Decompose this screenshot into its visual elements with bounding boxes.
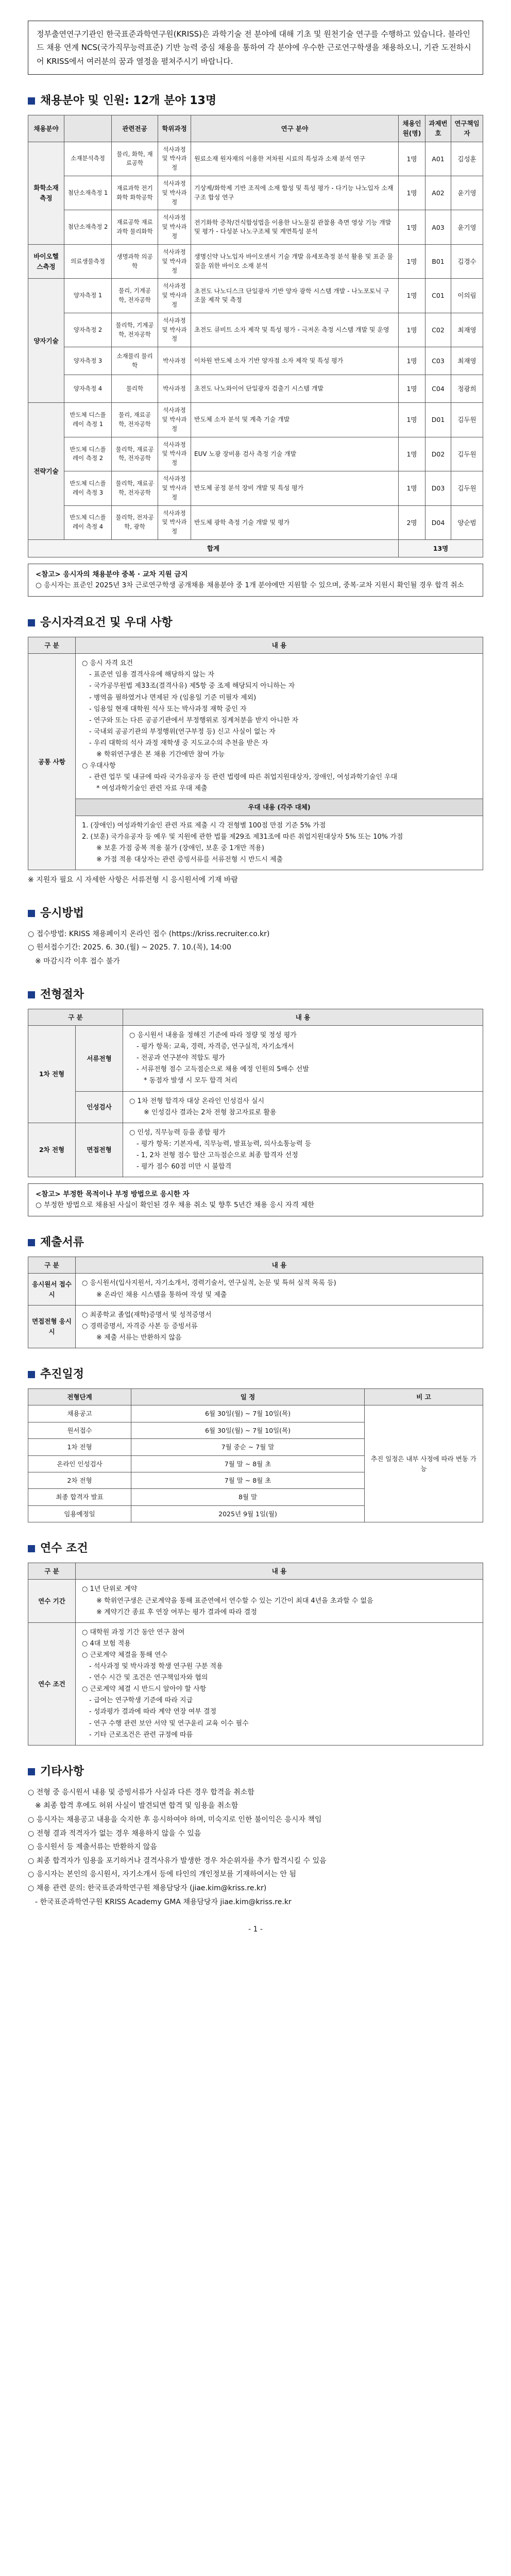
recruit-degree: 석사과정 및 박사과정 — [158, 142, 191, 176]
etc-line: ○ 응시자는 채용공고 내용을 숙지한 후 응시하여야 하며, 미숙지로 인한 불이익은 응시자 책임 — [28, 1815, 322, 1824]
conditions-line: - 성과평가 결과에 따라 계약 연장 여부 결정 — [89, 1708, 217, 1716]
etc-line: ○ 응시자는 본인의 응시원서, 자기소개서 등에 타인의 개인정보를 기재하여서는 안 됨 — [28, 1870, 296, 1879]
recruit-pi: 김경수 — [451, 244, 483, 278]
schedule-row — [28, 1405, 483, 1422]
schedule-date: 2025년 9월 1일(월) — [131, 1505, 365, 1522]
recruit-duty: 초전도 나노와이어 단일광자 검출기 시스템 개발 — [191, 375, 399, 403]
eligibility-header-content: 내 용 — [76, 637, 483, 653]
recruit-degree: 석사과정 및 박사과정 — [158, 471, 191, 505]
eligibility-line: - 표준연 임용 결격사유에 해당하지 않는 자 — [89, 671, 214, 679]
schedule-stage: 2차 전형 — [28, 1472, 131, 1488]
recruit-degree: 석사과정 및 박사과정 — [158, 176, 191, 210]
documents-content — [76, 1305, 483, 1348]
eligibility-line: ○ 우대사항 — [82, 762, 116, 770]
process-line: - 전공과 연구분야 적합도 평가 — [137, 1054, 225, 1062]
recruit-degree: 석사과정 및 박사과정 — [158, 403, 191, 437]
recruit-duty: 반도체 소자 분석 및 계측 기술 개발 — [191, 403, 399, 437]
intro-box — [28, 21, 483, 75]
eligibility-line: - 연구와 또는 다른 공공기관에서 부정행위로 징계처분을 받지 아니한 자 — [89, 716, 299, 724]
recruit-duty: EUV 노광 장비용 검사 측정 기술 개발 — [191, 437, 399, 471]
documents-row — [28, 1305, 483, 1348]
section-documents-heading: 제출서류 — [40, 1235, 84, 1249]
recruit-row — [28, 176, 483, 210]
eligibility-line: - 국내외 공공기관의 부정행위(연구부정 등) 신고 사실이 없는 자 — [89, 727, 276, 736]
documents-line: ○ 최종학교 졸업(재학)증명서 및 성적증명서 — [82, 1311, 212, 1319]
recruit-field: 첨단소재측정 2 — [64, 210, 112, 244]
recruit-field: 의료생물측정 — [64, 244, 112, 278]
schedule-date: 8월 말 — [131, 1489, 365, 1505]
conditions-row — [28, 1622, 483, 1745]
header-degree: 학위과정 — [158, 115, 191, 142]
recruit-note-body: ○ 응시자는 표준인 2025년 3차 근로연구학생 공개채용 채용분야 중 1개 분야에만 지원할 수 있으며, 중복·교차 지원시 확인될 경우 합격 취소 — [36, 581, 464, 589]
recruit-duty: 기상제/화학제 기반 조직에 소재 합성 및 특성 평가 - 다기능 나노입자 소재 구조 합성 연구 — [191, 176, 399, 210]
etc-line: - 한국표준과학연구원 KRISS Academy GMA 채용담당자 jiae.kim@kriss.re.kr — [35, 1897, 292, 1906]
header-code: 과제번호 — [425, 115, 451, 142]
conditions-line: ○ 근로계약 체결을 통해 연수 — [82, 1651, 168, 1659]
square-bullet-icon — [28, 1239, 35, 1246]
process-table-body — [28, 1026, 483, 1177]
conditions-line: ○ 대학원 과정 기간 동안 연구 참여 — [82, 1628, 185, 1636]
preference-line: ※ 가점 적용 대상자는 관련 증빙서류를 서류전형 시 반드시 제출 — [96, 856, 283, 864]
documents-stage: 면접전형 응시 시 — [28, 1305, 76, 1348]
schedule-date: 7월 중순 ~ 7월 말 — [131, 1439, 365, 1455]
recruit-group: 바이오헬스측정 — [28, 244, 64, 278]
recruit-degree: 석사과정 및 박사과정 — [158, 313, 191, 347]
recruit-code: C04 — [425, 375, 451, 403]
preference-line: ※ 보훈 가점 중복 적용 불가 (장애인, 보훈 중 1개만 적용) — [96, 844, 264, 852]
schedule-date: 7월 말 ~ 8월 초 — [131, 1472, 365, 1488]
section-process-title — [28, 986, 483, 1004]
recruit-degree: 박사과정 — [158, 347, 191, 375]
conditions-header-content: 내 용 — [76, 1563, 483, 1580]
schedule-stage: 1차 전형 — [28, 1439, 131, 1455]
section-eligibility-heading: 응시자격요건 및 우대 사항 — [40, 616, 173, 629]
documents-line: ※ 제출 서류는 반환하지 않음 — [96, 1333, 182, 1342]
recruit-pi: 양순범 — [451, 505, 483, 539]
recruit-row — [28, 471, 483, 505]
recruit-major: 물리학, 전자공학, 광학 — [112, 505, 158, 539]
process-substage: 면접전형 — [76, 1123, 123, 1177]
conditions-content — [76, 1580, 483, 1622]
recruit-field: 양자측정 1 — [64, 279, 112, 313]
recruit-field: 반도체 디스플레이 측정 1 — [64, 403, 112, 437]
recruit-major: 물리학 — [112, 375, 158, 403]
schedule-table — [28, 1388, 483, 1522]
eligibility-common-content — [76, 654, 483, 799]
conditions-label: 연수 조건 — [28, 1622, 76, 1745]
process-note-title: <참고> 부정한 목적이나 부정 방법으로 응시한 자 — [36, 1190, 190, 1199]
recruit-major: 재료과학 전기화학 화학공학 — [112, 176, 158, 210]
recruit-row — [28, 437, 483, 471]
conditions-content — [76, 1622, 483, 1745]
process-row — [28, 1091, 483, 1123]
schedule-stage: 최종 합격자 발표 — [28, 1489, 131, 1505]
recruit-pi: 윤기영 — [451, 210, 483, 244]
recruit-major: 물리, 재료공학, 전자공학 — [112, 403, 158, 437]
recruit-count: 1명 — [399, 142, 425, 176]
recruit-field: 소재분석측정 — [64, 142, 112, 176]
schedule-header-date: 일 정 — [131, 1389, 365, 1405]
recruit-pi: 김두원 — [451, 471, 483, 505]
recruit-row — [28, 142, 483, 176]
process-line: ○ 인성, 직무능력 등을 종합 평가 — [129, 1128, 226, 1137]
etc-line: ○ 전형 중 응시원서 내용 및 증빙서류가 사실과 다른 경우 합격을 취소함 — [28, 1788, 254, 1797]
recruit-group: 화학소재측정 — [28, 142, 64, 244]
schedule-date: 6월 30일(월) ~ 7월 10일(목) — [131, 1422, 365, 1438]
recruit-row — [28, 313, 483, 347]
recruit-row — [28, 244, 483, 278]
recruit-field: 첨단소재측정 1 — [64, 176, 112, 210]
process-stage: 1차 전형 — [28, 1026, 76, 1123]
preference-line: 1. (장애인) 여성과학기술인 관련 자료 제출 시 각 전형별 100점 만점 기준 5% 가점 — [82, 821, 326, 829]
section-apply-title — [28, 905, 483, 922]
recruit-duty: 원료소재 원자재의 이용한 저차원 시료의 특성과 소재 분석 연구 — [191, 142, 399, 176]
process-row — [28, 1026, 483, 1091]
recruit-count: 1명 — [399, 375, 425, 403]
recruit-major: 소재물리 물리학 — [112, 347, 158, 375]
conditions-line: - 연구 수행 관련 보안 서약 및 연구윤리 교육 이수 필수 — [89, 1719, 249, 1727]
recruit-major: 물리학, 재료공학, 전자공학 — [112, 471, 158, 505]
recruit-count: 1명 — [399, 210, 425, 244]
recruit-duty: 초전도 큐비트 소자 제작 및 특성 평가 - 극저온 측정 시스템 개발 및 운영 — [191, 313, 399, 347]
eligibility-line: - 관련 업무 및 내규에 따라 국가유공자 등 관련 법령에 따른 취업지원대상자, 장애인, 여성과학기술인 우대 — [89, 773, 398, 782]
conditions-line: ○ 4대 보험 적용 — [82, 1639, 131, 1648]
recruit-code: C03 — [425, 347, 451, 375]
process-content — [123, 1091, 483, 1123]
section-recruit-heading: 채용분야 및 인원: 12개 분야 13명 — [40, 94, 217, 107]
eligibility-line: ※ 학위연구생은 본 채용 기간에만 참여 가능 — [96, 751, 225, 759]
header-major: 관련전공 — [112, 115, 158, 142]
schedule-table-body — [28, 1405, 483, 1522]
square-bullet-icon — [28, 1768, 35, 1775]
recruit-count: 2명 — [399, 505, 425, 539]
recruit-field: 양자측정 2 — [64, 313, 112, 347]
recruit-row — [28, 505, 483, 539]
conditions-row — [28, 1580, 483, 1622]
process-line: ※ 인성검사 결과는 2차 전형 참고자료로 활용 — [144, 1108, 277, 1116]
recruit-field: 양자측정 4 — [64, 375, 112, 403]
process-header-content: 내 용 — [123, 1009, 483, 1025]
etc-line: ※ 최종 합격 후에도 허위 사실이 발견되면 합격 및 임용을 취소함 — [35, 1802, 239, 1810]
recruit-code: D01 — [425, 403, 451, 437]
documents-header-category: 구 분 — [28, 1257, 76, 1274]
header-group: 채용분야 — [28, 115, 64, 142]
recruit-group: 양자기술 — [28, 279, 64, 403]
recruit-row — [28, 403, 483, 437]
recruit-field: 양자측정 3 — [64, 347, 112, 375]
process-line: - 평가 항목: 기본자세, 직무능력, 발표능력, 의사소통능력 등 — [137, 1140, 312, 1148]
eligibility-line: - 임용일 현재 대학원 석사 또는 박사과정 재학 중인 자 — [89, 705, 247, 713]
process-line: - 1, 2차 전형 점수 합산 고득점순으로 최종 합격자 선정 — [137, 1151, 298, 1159]
recruit-duty: 이차원 반도체 소자 기반 양자점 소자 제작 및 특성 평가 — [191, 347, 399, 375]
section-conditions-title — [28, 1540, 483, 1557]
section-documents-title — [28, 1234, 483, 1251]
recruit-count: 1명 — [399, 403, 425, 437]
recruit-code: A01 — [425, 142, 451, 176]
header-duty: 연구 분야 — [191, 115, 399, 142]
recruit-major: 물리학, 기계공학, 전자공학 — [112, 313, 158, 347]
section-conditions-heading: 연수 조건 — [40, 1542, 88, 1555]
process-note-box — [28, 1183, 483, 1216]
recruit-pi: 김두원 — [451, 403, 483, 437]
schedule-header-remark: 비 고 — [365, 1389, 483, 1405]
conditions-line: ○ 근로계약 체결 시 반드시 알아야 할 사항 — [82, 1685, 207, 1693]
section-recruit-title — [28, 92, 483, 110]
etc-line: ○ 전형 결과 적격자가 없는 경우 채용하지 않을 수 있음 — [28, 1829, 201, 1838]
square-bullet-icon — [28, 910, 35, 917]
conditions-line: - 기타 근로조건은 관련 규정에 따름 — [89, 1731, 193, 1739]
conditions-label: 연수 기간 — [28, 1580, 76, 1622]
recruit-count: 1명 — [399, 347, 425, 375]
square-bullet-icon — [28, 97, 35, 105]
recruit-major: 생명과학 의공학 — [112, 244, 158, 278]
documents-line: ※ 온라인 채용 시스템을 통하여 작성 및 제출 — [96, 1291, 227, 1299]
recruit-degree: 석사과정 및 박사과정 — [158, 437, 191, 471]
process-line: - 평가 점수 60점 미만 시 불합격 — [137, 1163, 232, 1171]
eligibility-footnote: ※ 지원자 필요 시 자세한 사항은 서류전형 시 응시원서에 기재 바람 — [28, 876, 238, 885]
process-line: - 평가 항목: 교육, 경력, 자격증, 연구실적, 자기소개서 — [137, 1043, 294, 1051]
square-bullet-icon — [28, 1545, 35, 1552]
recruit-major: 물리학, 재료공학, 전자공학 — [112, 437, 158, 471]
recruit-table-body — [28, 142, 483, 557]
recruit-major: 물리, 화학, 재료공학 — [112, 142, 158, 176]
recruit-total-label: 합계 — [28, 539, 399, 557]
recruit-note-box — [28, 564, 483, 597]
eligibility-header-category: 구 분 — [28, 637, 76, 653]
recruit-pi: 윤기영 — [451, 176, 483, 210]
section-eligibility-title — [28, 614, 483, 632]
process-row — [28, 1123, 483, 1177]
eligibility-line: - 국가공무원법 제33조(결격사유) 제5항 중 조제 해당되지 아니하는 자 — [89, 682, 295, 690]
recruit-code: C01 — [425, 279, 451, 313]
recruit-pi: 김두원 — [451, 437, 483, 471]
conditions-line: - 급여는 연구학생 기준에 따라 지급 — [89, 1697, 193, 1705]
square-bullet-icon — [28, 991, 35, 998]
recruit-count: 1명 — [399, 471, 425, 505]
section-etc-title — [28, 1763, 483, 1781]
process-content — [123, 1123, 483, 1177]
eligibility-line: * 여성과학기술인 관련 자료 우대 제출 — [96, 785, 208, 793]
process-note-body: ○ 부정한 방법으로 채용된 사실이 확인된 경우 채용 취소 및 향후 5년간 채용 응시 자격 제한 — [36, 1201, 315, 1210]
eligibility-preference-subtitle: 우대 내용 (각주 대체) — [76, 799, 483, 816]
conditions-line: - 석사과정 및 박사과정 학생 연구원 구분 적용 — [89, 1663, 223, 1671]
process-content — [123, 1026, 483, 1091]
etc-list — [28, 1786, 483, 1909]
schedule-stage: 채용공고 — [28, 1405, 131, 1422]
recruit-row — [28, 375, 483, 403]
header-count: 채용인원(명) — [399, 115, 425, 142]
recruit-row — [28, 347, 483, 375]
schedule-stage: 원서접수 — [28, 1422, 131, 1438]
recruit-note-title: <참고> 응시자의 채용분야 중복 · 교차 지원 금지 — [36, 570, 188, 579]
documents-line: ○ 응시원서(입사지원서, 자기소개서, 경력기술서, 연구실적, 논문 및 특허 실적 목록 등) — [82, 1279, 336, 1287]
recruit-pi: 최재영 — [451, 313, 483, 347]
recruit-total-count: 13명 — [399, 539, 483, 557]
square-bullet-icon — [28, 1371, 35, 1378]
section-schedule-title — [28, 1366, 483, 1383]
recruit-total-row — [28, 539, 483, 557]
eligibility-line: ○ 응시 자격 요건 — [82, 659, 133, 668]
eligibility-line: - 우리 대학의 석사 과정 재학생 중 지도교수의 추천을 받은 자 — [89, 739, 268, 747]
recruit-duty: 전기화학 증착/건식합성법을 이용한 나노물질 관찰용 측면 영상 기능 개발 및 평가 - 다성분 나노구조체 및 계면특성 분석 — [191, 210, 399, 244]
section-etc-heading: 기타사항 — [40, 1765, 84, 1778]
recruit-count: 1명 — [399, 437, 425, 471]
page-number: - 1 - — [248, 1925, 263, 1934]
conditions-line: ※ 학위연구생은 근로계약을 통해 표준연에서 연수할 수 있는 기간이 최대 4년을 초과할 수 없음 — [96, 1597, 373, 1605]
process-substage: 서류전형 — [76, 1026, 123, 1091]
header-field — [64, 115, 112, 142]
documents-stage: 응시원서 접수 시 — [28, 1274, 76, 1305]
recruit-field: 반도체 디스플레이 측정 2 — [64, 437, 112, 471]
recruit-code: A02 — [425, 176, 451, 210]
eligibility-common-label: 공통 사항 — [28, 654, 76, 870]
recruit-group: 전략기술 — [28, 403, 64, 540]
recruit-code: D02 — [425, 437, 451, 471]
recruit-pi: 최재영 — [451, 347, 483, 375]
apply-method-list — [28, 927, 483, 969]
eligibility-table — [28, 637, 483, 870]
schedule-header-stage: 전형단계 — [28, 1389, 131, 1405]
conditions-table — [28, 1563, 483, 1745]
etc-line: ○ 최종 합격자가 임용을 포기하거나 결격사유가 발생한 경우 차순위자를 추가 합격시킬 수 있음 — [28, 1856, 327, 1865]
documents-table — [28, 1257, 483, 1348]
recruit-pi: 정광희 — [451, 375, 483, 403]
schedule-date: 6월 30일(월) ~ 7월 10일(목) — [131, 1405, 365, 1422]
recruit-major: 재료공학 재료과학 물리화학 — [112, 210, 158, 244]
documents-line: ○ 경력증명서, 자격증 사본 등 증빙서류 — [82, 1322, 198, 1330]
apply-line: ○ 원서접수기간: 2025. 6. 30.(월) ~ 2025. 7. 10.(목), 14:00 — [28, 943, 231, 952]
schedule-date: 7월 말 ~ 8월 초 — [131, 1455, 365, 1472]
recruit-degree: 석사과정 및 박사과정 — [158, 279, 191, 313]
conditions-table-body — [28, 1580, 483, 1745]
preference-line: 2. (보훈) 국가유공자 등 예우 및 지원에 관한 법률 제29조 제31조에 따른 취업지원대상자 5% 또는 10% 가점 — [82, 833, 403, 841]
recruit-count: 1명 — [399, 244, 425, 278]
recruit-table — [28, 115, 483, 557]
recruit-code: D03 — [425, 471, 451, 505]
eligibility-line: - 병역을 필하였거나 면제된 자 (임용일 기준 미필자 제외) — [89, 693, 257, 702]
recruit-code: A03 — [425, 210, 451, 244]
intro-text: 정부출연연구기관인 한국표준과학연구원(KRISS)은 과학기술 전 분야에 대해 기초 및 원천기술 연구를 수행하고 있습니다. 블라인드 채용 연계 NCS(국가직무능력표준) 기반 능력 중심 채용을 통하여 각 분야에 우수한 근로연구학생을 채용하오니, 기관 도전하시어 KRISS에서 여러분의 꿈과 열정을 펼쳐주시기 바랍니다. — [37, 29, 471, 66]
recruit-pi: 김성훈 — [451, 142, 483, 176]
eligibility-preference-content — [76, 816, 483, 870]
section-process-heading: 전형절차 — [40, 988, 84, 1001]
recruit-duty: 반도체 광학 측정 기술 개발 및 평가 — [191, 505, 399, 539]
recruit-code: B01 — [425, 244, 451, 278]
recruit-pi: 이의림 — [451, 279, 483, 313]
documents-table-body — [28, 1274, 483, 1348]
conditions-line: ○ 1년 단위로 계약 — [82, 1585, 138, 1594]
process-header-category: 구 분 — [28, 1009, 123, 1025]
etc-line: ○ 응시원서 등 제출서류는 반환하지 않음 — [28, 1843, 157, 1852]
header-pi: 연구책임자 — [451, 115, 483, 142]
process-line: ○ 1차 전형 합격자 대상 온라인 인성검사 실시 — [129, 1097, 265, 1105]
recruit-degree: 박사과정 — [158, 375, 191, 403]
process-stage: 2차 전형 — [28, 1123, 76, 1177]
recruit-duty: 반도체 공정 분석 장비 개발 및 특성 평가 — [191, 471, 399, 505]
schedule-stage: 온라인 인성검사 — [28, 1455, 131, 1472]
recruit-table-header — [28, 115, 483, 142]
recruit-row — [28, 210, 483, 244]
recruit-field: 반도체 디스플레이 측정 3 — [64, 471, 112, 505]
process-line: * 동점자 발생 시 모두 합격 처리 — [144, 1077, 237, 1085]
recruit-code: C02 — [425, 313, 451, 347]
recruit-field: 반도체 디스플레이 측정 4 — [64, 505, 112, 539]
recruit-row — [28, 279, 483, 313]
process-line: - 서류전형 점수 고득점순으로 채용 예정 인원의 5배수 선발 — [137, 1065, 309, 1074]
schedule-stage: 임용예정일 — [28, 1505, 131, 1522]
recruit-degree: 석사과정 및 박사과정 — [158, 210, 191, 244]
conditions-line: - 연수 시간 및 조건은 연구책임자와 협의 — [89, 1674, 208, 1682]
recruit-count: 1명 — [399, 176, 425, 210]
recruit-degree: 석사과정 및 박사과정 — [158, 505, 191, 539]
etc-line: ○ 채용 관련 문의: 한국표준과학연구원 채용담당자 (jiae.kim@kriss.re.kr) — [28, 1884, 267, 1892]
apply-line: ○ 접수방법: KRISS 채용페이지 온라인 접수 (https://kriss.recruiter.co.kr) — [28, 929, 270, 938]
section-apply-heading: 응시방법 — [40, 906, 84, 920]
conditions-line: ※ 계약기간 종료 후 연장 여부는 평가 결과에 따라 결정 — [96, 1608, 257, 1616]
square-bullet-icon — [28, 619, 35, 626]
process-line: ○ 응시원서 내용을 정해진 기준에 따라 정량 및 정성 평가 — [129, 1031, 297, 1040]
apply-line: ※ 마감시각 이후 접수 불가 — [35, 957, 120, 966]
recruit-degree: 석사과정 및 박사과정 — [158, 244, 191, 278]
recruit-count: 1명 — [399, 279, 425, 313]
process-table — [28, 1009, 483, 1177]
process-substage: 인성검사 — [76, 1091, 123, 1123]
documents-header-content: 내 용 — [76, 1257, 483, 1274]
recruit-code: D04 — [425, 505, 451, 539]
schedule-remark: 추진 일정은 내부 사정에 따라 변동 가능 — [365, 1405, 483, 1522]
documents-row — [28, 1274, 483, 1305]
recruit-major: 물리, 기계공학, 전자공학 — [112, 279, 158, 313]
recruit-duty: 생명신약 나노입자 바이오센서 기술 개발 유세포측정 분석 활용 및 표준 물질을 위한 바이오 소재 분석 — [191, 244, 399, 278]
section-schedule-heading: 추진일정 — [40, 1367, 84, 1381]
recruit-duty: 초전도 나노디스크 단일광자 기반 양자 광학 시스템 개발 - 나노포토닉 구조물 제작 및 측정 — [191, 279, 399, 313]
conditions-header-category: 구 분 — [28, 1563, 76, 1580]
recruit-count: 1명 — [399, 313, 425, 347]
documents-content — [76, 1274, 483, 1305]
